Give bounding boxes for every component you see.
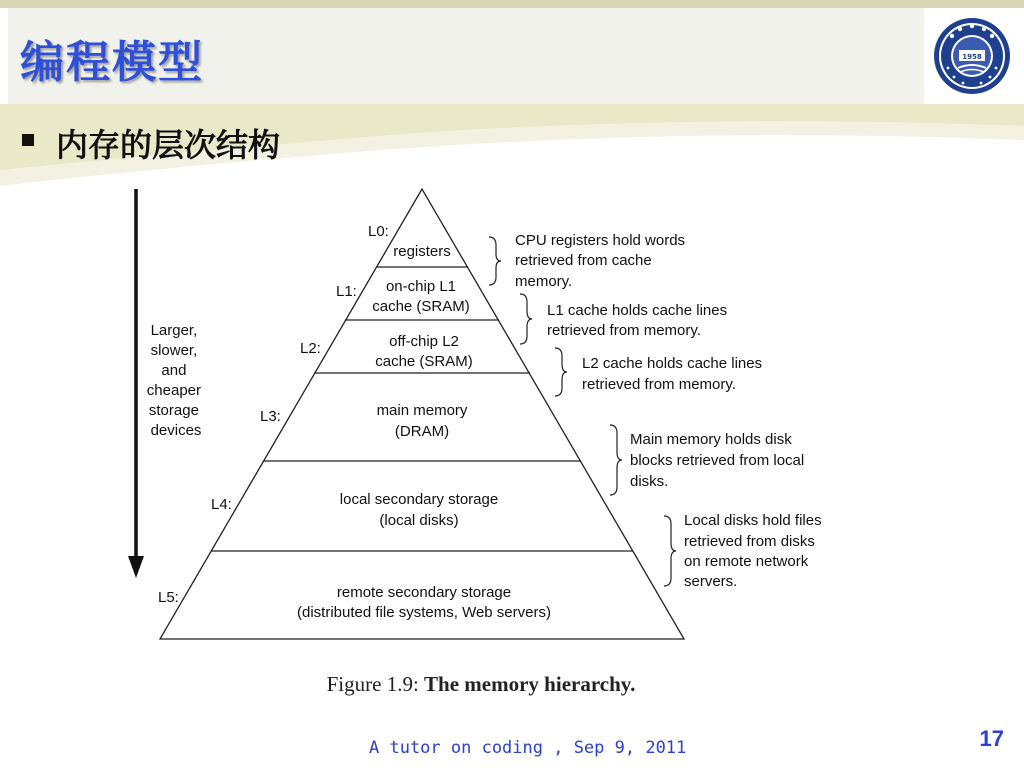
- arrow-label-line: Larger,: [150, 322, 198, 339]
- right-brace-icon: [520, 294, 532, 344]
- level-id: L5:: [158, 589, 179, 606]
- note-l0: CPU registers hold words retrieved from cache memory.: [515, 232, 686, 290]
- right-brace-icon: [489, 237, 501, 285]
- arrow-label-line: and: [161, 362, 187, 379]
- level-label: remote secondary storage: [336, 584, 512, 601]
- level-label: cache (SRAM): [372, 298, 470, 315]
- level-id: L0:: [368, 223, 389, 240]
- level-id: L4:: [211, 496, 232, 513]
- level-id: L2:: [300, 340, 321, 357]
- caption-title: The memory hierarchy.: [424, 672, 636, 696]
- arrow-label: [147, 322, 205, 439]
- footer-text: A tutor on coding , Sep 9, 2011: [369, 738, 687, 758]
- level-label: registers: [393, 243, 451, 260]
- note-l4: Local disks hold files retrieved from disks on remote network servers.: [684, 512, 822, 590]
- level-label: (DRAM): [394, 423, 450, 440]
- arrow-label-line: storage: [148, 402, 199, 419]
- right-brace-icon: [664, 516, 676, 586]
- level-label: off-chip L2: [389, 333, 459, 350]
- level-id: L1:: [336, 283, 357, 300]
- arrow-label-line: slower,: [150, 342, 198, 359]
- figure-caption: [0, 672, 962, 697]
- level-label: main memory: [376, 402, 468, 419]
- level-label: local secondary storage: [339, 491, 499, 508]
- level-label: (distributed file systems, Web servers): [297, 604, 551, 621]
- slide-title: 编程模型: [20, 37, 204, 88]
- arrow-label-line: cheaper: [146, 382, 202, 399]
- note-l3: Main memory holds disk blocks retrieved from local disks.: [630, 431, 805, 490]
- svg-text:1958: 1958: [962, 53, 982, 61]
- page-number: 17: [979, 726, 1004, 751]
- arrow-label-line: devices: [150, 422, 202, 439]
- caption-prefix: Figure 1.9:: [326, 672, 419, 696]
- right-brace-icon: [555, 348, 567, 396]
- note-l2: L2 cache holds cache lines retrieved from memory.: [582, 355, 763, 393]
- note-l1: L1 cache holds cache lines retrieved from memory.: [547, 302, 728, 339]
- level-label: on-chip L1: [385, 278, 457, 295]
- level-label: cache (SRAM): [375, 353, 473, 370]
- level-label: (local disks): [379, 512, 459, 529]
- down-arrow-icon: [128, 189, 144, 578]
- right-brace-icon: [610, 425, 622, 495]
- level-id: L3:: [260, 408, 281, 425]
- bullet-text: 内存的层次结构: [56, 126, 281, 164]
